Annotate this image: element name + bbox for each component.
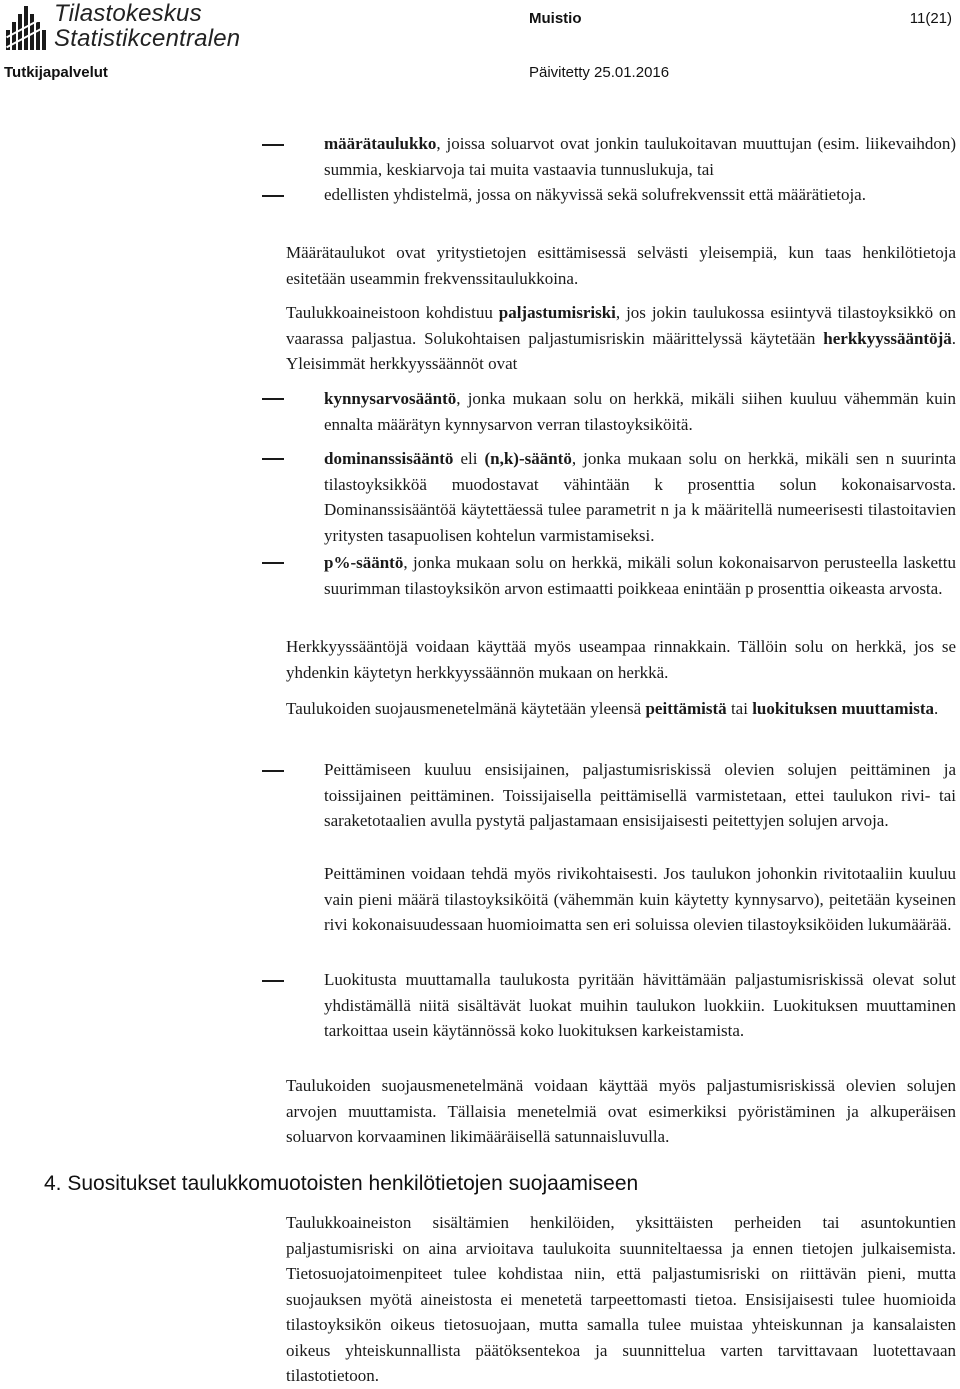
bullet-dash <box>262 770 284 772</box>
paragraph: Taulukkoaineiston sisältämien henkilöiden, yksittäisten perheiden tai asuntokuntien paljastumisriski on aina arvioitava taulukoita suunniteltaessa ja ennen tietojen julkaisemista. Tietosuojatoimenpiteet tulee kohdistaa niin, että paljastumisriski on riittävän pieni, mutta suojauksen myötä aineistosta ei menetetä tarpeettomasti tietoa. Ensisijaisesti tulee huomioida tilastoyksikön oikeus tietosuojaan, mutta samalla tulee muistaa yhteiskunnan ja kansalaisten oikeus yhteiskunnallista päätöksentekoa ja suunnittelua varten tarvittavaan luotettavaan tilastotietoon. <box>286 1213 956 1385</box>
paragraph: Herkkyyssääntöjä voidaan käyttää myös useampaa rinnakkain. Tällöin solu on herkkä, jos se yhdenkin käytetyn herkkyyssäännön mukaan on herkkä. <box>286 637 956 682</box>
page-number: 11(21) <box>909 10 952 27</box>
list-item <box>324 131 956 182</box>
item-text: , jonka mukaan solu on herkkä, mikäli sen n suurinta tilastoyksikköä muodostavat vähintään k prosenttia solun kokonaisarvosta. Dominanssisääntöä käytettäessä tulee parametrit n ja k määritellä numeerisesti tilastoitavien yritysten tasapuolisen kohtelun varmistamiseksi. <box>324 449 956 545</box>
list-item <box>324 550 956 601</box>
text-run: , jos jokin taulukossa esiintyvä tilastoyksikkö on vaarassa paljastua. Solukohtaisen paljastumisriskin määrittelyssä käytetään <box>286 303 956 348</box>
term: kynnysarvosääntö <box>324 389 457 408</box>
term: (n,k)-sääntö <box>484 449 572 468</box>
updated-date: Päivitetty 25.01.2016 <box>529 64 670 81</box>
text-run: Taulukoiden suojausmenetelmänä käytetään yleensä <box>286 699 646 718</box>
term: peittämistä <box>645 699 727 718</box>
term: paljastumisriski <box>498 303 616 322</box>
term: määrätaulukko <box>324 134 437 153</box>
bullet-dash <box>262 195 284 197</box>
text-run: . Yleisimmät herkkyyssäännöt ovat <box>286 328 956 373</box>
bullet-dash <box>262 144 284 146</box>
term: dominanssisääntö <box>324 449 454 468</box>
bullet-dash <box>262 458 284 460</box>
item-text: , joissa soluarvot ovat jonkin taulukoitavan muuttujan (esim. liikevaihdon) summia, keskiarvoja tai muita vastaavia tunnuslukuja, tai <box>324 134 956 179</box>
logo <box>4 0 240 52</box>
term: herkkyyssääntöjä <box>823 328 952 348</box>
department: Tutkijapalvelut <box>4 64 108 81</box>
document-type: Muistio <box>529 10 582 27</box>
term: p%-sääntö <box>324 553 404 572</box>
list-item <box>324 446 956 548</box>
paragraph: Määrätaulukot ovat yritystietojen esittämisessä selvästi yleisempiä, kun taas henkilötietoja esitetään useammin frekvenssitaulukkoina. <box>286 243 956 288</box>
section-heading: 4. Suositukset taulukkomuotoisten henkilötietojen suojaamiseen <box>44 1172 639 1195</box>
list-item: Peittämiseen kuuluu ensisijainen, paljastumisriskissä olevien solujen peittäminen ja toissijainen peittäminen. Toissijaisella peittämisellä varmistetaan, ettei taulukon rivi- tai saraketotaalien avulla pystytä paljastamaan ensisijaisesti peitettyjen solujen arvoja. <box>324 760 956 830</box>
text-run: eli <box>453 449 485 468</box>
logo-name-fi: Tilastokeskus <box>54 0 202 27</box>
list-item <box>324 182 956 208</box>
bullet-dash <box>262 398 284 400</box>
term: luokituksen muuttamista <box>752 699 935 718</box>
list-item: Luokitusta muuttamalla taulukosta pyritään hävittämään paljastumisriskissä olevat solut yhdistämällä niitä sisältävät luokat muihin taulukon luokkiin. Luokituksen muuttaminen tarkoittaa usein käytännössä koko luokituksen karkeistamista. <box>324 970 956 1040</box>
logo-icon <box>4 0 48 52</box>
paragraph: Taulukoiden suojausmenetelmänä voidaan käyttää myös paljastumisriskissä olevien solujen arvojen muuttamista. Tällaisia menetelmiä ovat esimerkiksi pyöristäminen ja alkuperäisen soluarvon korvaaminen likimääräisellä satunnaisluvulla. <box>286 1076 956 1146</box>
list-item-continuation: Peittäminen voidaan tehdä myös rivikohtaisesti. Jos taulukon johonkin rivitotaaliin kuuluu vain pieni määrä tilastoyksiköitä (vähemmän kuin käytetty kynnysarvo), peitetään kyseinen rivi kokonaisuudessaan huomioimatta sen eri soluissa olevien tilastoyksiköiden lukumäärää. <box>324 864 956 934</box>
paragraph <box>286 696 956 722</box>
list-item <box>324 386 956 437</box>
item-text: , jonka mukaan solu on herkkä, mikäli solun kokonaisarvon perusteella laskettu suurimman tilastoyksikön arvon estimaatti poikkeaa enintään p prosenttia oikeasta arvosta. <box>324 553 956 598</box>
paragraph <box>286 300 956 377</box>
bullet-dash <box>262 980 284 982</box>
item-text: edellisten yhdistelmä, jossa on näkyvissä sekä solufrekvenssit että määrätietoja. <box>324 185 866 204</box>
text-run: Taulukkoaineistoon kohdistuu <box>286 303 499 322</box>
text-run: tai <box>726 699 753 718</box>
text-run: . <box>934 699 939 718</box>
logo-name-sv: Statistikcentralen <box>54 25 241 52</box>
bullet-dash <box>262 562 284 564</box>
item-text: , jonka mukaan solu on herkkä, mikäli siihen kuuluu vähemmän kuin ennalta määrätyn kynnysarvon verran tilastoyksiköitä. <box>324 389 956 434</box>
